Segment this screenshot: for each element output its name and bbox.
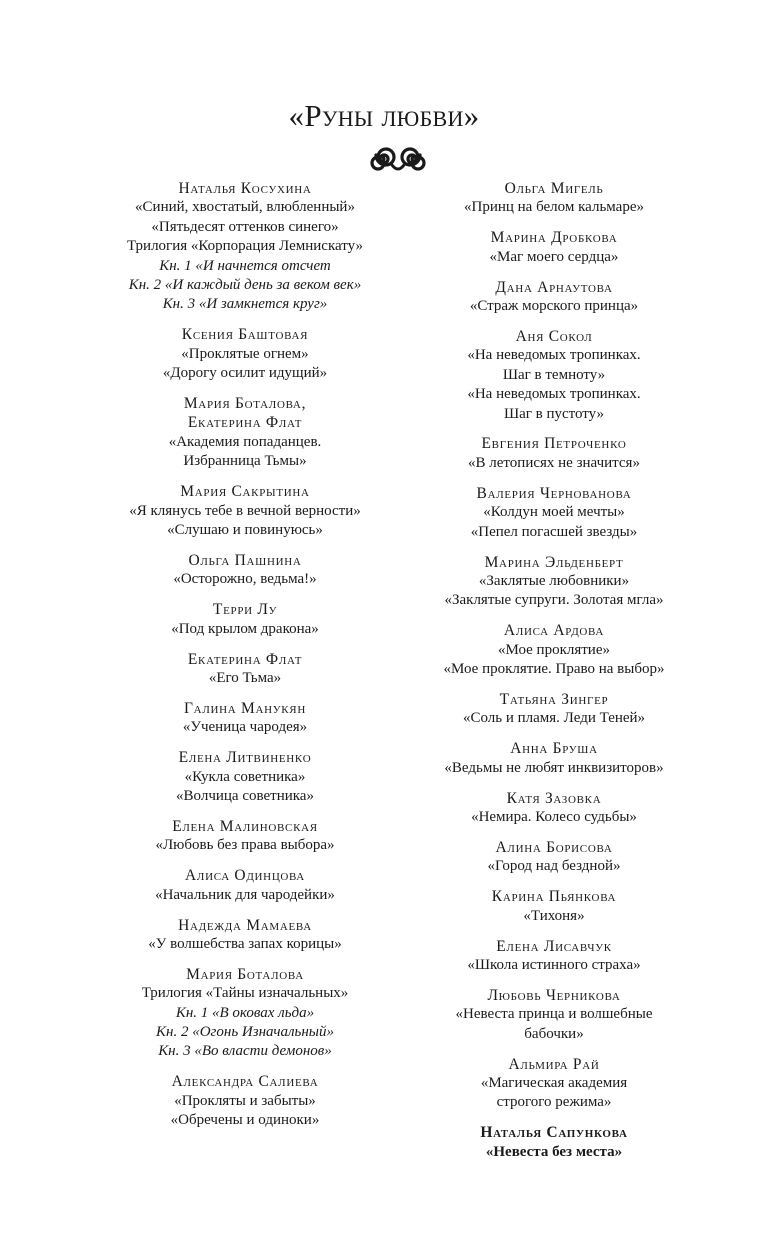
author-name: Альмира Рай bbox=[508, 1055, 600, 1073]
book-title: «Пепел погасшей звезды» bbox=[470, 523, 638, 540]
book-entry bbox=[418, 327, 690, 424]
book-title: «Школа истинного страха» bbox=[467, 956, 641, 973]
book-title: «Академия попаданцев. bbox=[168, 433, 322, 450]
author-name: Терри Лу bbox=[212, 601, 278, 619]
book-subtitle: Кн. 1 «И начнется отсчет bbox=[159, 257, 331, 274]
book-title: «Страж морского принца» bbox=[469, 298, 639, 315]
book-entry bbox=[418, 739, 690, 778]
book-entry bbox=[418, 838, 690, 877]
book-title: «Ведьмы не любят инквизиторов» bbox=[444, 759, 664, 776]
book-title: «Невеста без места» bbox=[485, 1143, 623, 1160]
book-title: «Мое проклятие. Право на выбор» bbox=[443, 661, 665, 678]
author-name: Любовь Черникова bbox=[487, 986, 621, 1004]
author-name: Катя Зазовка bbox=[506, 789, 602, 807]
book-title: «Принц на белом кальмаре» bbox=[463, 199, 644, 216]
book-title: «У волшебства запах корицы» bbox=[148, 935, 342, 952]
author-name: Александра Салиева bbox=[171, 1073, 319, 1091]
book-title: «Прокляты и забыты» bbox=[174, 1092, 316, 1109]
book-entry bbox=[418, 1123, 690, 1162]
author-name: Алиса Ардова bbox=[503, 622, 605, 640]
book-title: «Заклятые любовники» bbox=[478, 572, 630, 589]
book-entry bbox=[90, 600, 400, 639]
book-title: «На неведомых тропинках. bbox=[467, 347, 641, 364]
book-title: «Соль и пламя. Леди Теней» bbox=[462, 710, 646, 727]
book-subtitle: Кн. 1 «В оковах льда» bbox=[175, 1004, 315, 1021]
author-name: Наталья Косухина bbox=[178, 180, 312, 197]
book-title: «Дорогу осилит идущий» bbox=[162, 365, 328, 382]
book-title: «Пятьдесят оттенков синего» bbox=[151, 218, 339, 235]
book-entry bbox=[90, 866, 400, 905]
book-entry bbox=[418, 789, 690, 828]
author-name: Ольга Мигель bbox=[504, 180, 604, 197]
author-name: Аня Сокол bbox=[515, 327, 593, 345]
book-title: Трилогия «Тайны изначальных» bbox=[141, 985, 349, 1002]
author-name: Мария Сакрытина bbox=[180, 483, 310, 501]
book-title: «Ученица чародея» bbox=[182, 719, 308, 736]
book-entry bbox=[90, 551, 400, 590]
author-name: Ольга Пашнина bbox=[188, 551, 302, 569]
book-title: «Мое проклятие» bbox=[498, 641, 610, 658]
book-entry bbox=[418, 553, 690, 611]
book-title: «Немира. Колесо судьбы» bbox=[471, 808, 637, 825]
book-title: «Синий, хвостатый, влюбленный» bbox=[135, 199, 355, 216]
book-title: Шаг в темноту» bbox=[502, 366, 606, 383]
book-title: «Невеста принца и волшебные bbox=[455, 1006, 653, 1023]
book-title: «Я клянусь тебе в вечной верности» bbox=[129, 502, 361, 519]
book-entry bbox=[90, 325, 400, 383]
left-column bbox=[90, 179, 400, 1141]
right-column bbox=[418, 179, 690, 1173]
book-title: Шаг в пустоту» bbox=[503, 405, 605, 422]
book-title: «Проклятые огнем» bbox=[181, 345, 309, 362]
book-subtitle: Кн. 2 «Огонь Изначальный» bbox=[156, 1024, 334, 1041]
book-title: «Начальник для чародейки» bbox=[155, 886, 335, 903]
book-entry bbox=[418, 690, 690, 729]
book-title: «Магическая академия bbox=[480, 1074, 628, 1091]
book-entry bbox=[418, 179, 690, 218]
author-name: Наталья Сапункова bbox=[480, 1124, 628, 1142]
book-entry bbox=[90, 817, 400, 856]
author-name: Татьяна Зингер bbox=[499, 690, 609, 708]
book-title: Трилогия «Корпорация Лемнискату» bbox=[126, 238, 364, 255]
page-title: «Руны любви» bbox=[288, 98, 480, 133]
book-title: «В летописях не значится» bbox=[468, 454, 640, 471]
author-name: Надежда Мамаева bbox=[178, 916, 312, 934]
book-entry bbox=[90, 965, 400, 1062]
author-name: Валерия Чернованова bbox=[476, 484, 632, 502]
book-title: «Заклятые супруги. Золотая мгла» bbox=[444, 592, 664, 609]
book-title: «Под крылом дракона» bbox=[171, 620, 319, 637]
author-name: Мария Боталова, bbox=[183, 395, 307, 413]
author-name: Елена Лисавчук bbox=[496, 937, 612, 955]
book-title: «Волчица советника» bbox=[176, 787, 314, 804]
book-entry bbox=[90, 699, 400, 738]
book-subtitle: Кн. 3 «И замкнется круг» bbox=[162, 296, 328, 313]
book-title: «Осторожно, ведьма!» bbox=[173, 571, 317, 588]
author-name: Карина Пьянкова bbox=[491, 888, 617, 906]
author-name: Марина Эльденберт bbox=[484, 553, 624, 571]
book-title: «Город над бездной» bbox=[487, 858, 621, 875]
author-name: Екатерина Флат bbox=[187, 650, 303, 668]
book-title: «Его Тьма» bbox=[208, 669, 282, 686]
book-subtitle: Кн. 2 «И каждый день за веком век» bbox=[128, 277, 362, 294]
book-entry bbox=[90, 748, 400, 806]
author-name: Дана Арнаутова bbox=[495, 278, 613, 296]
author-name: Елена Малиновская bbox=[172, 817, 318, 835]
book-title: бабочки» bbox=[524, 1025, 584, 1042]
book-entry bbox=[418, 484, 690, 542]
book-entry bbox=[418, 434, 690, 473]
book-entry bbox=[418, 986, 690, 1044]
book-title: «Тихоня» bbox=[523, 907, 585, 924]
double-spiral-ornament-icon bbox=[366, 143, 430, 175]
author-name: Галина Манукян bbox=[184, 699, 306, 717]
book-title: «Маг моего сердца» bbox=[489, 248, 619, 265]
book-entry bbox=[90, 650, 400, 689]
author-name: Алина Борисова bbox=[495, 838, 613, 856]
book-title: «Слушаю и повинуюсь» bbox=[167, 522, 323, 538]
book-entry bbox=[90, 394, 400, 472]
book-entry bbox=[418, 937, 690, 976]
book-entry bbox=[90, 1072, 400, 1130]
author-name: Евгения Петроченко bbox=[481, 435, 627, 453]
book-entry bbox=[90, 179, 400, 315]
author-name: Елена Литвиненко bbox=[178, 749, 312, 767]
book-title: «На неведомых тропинках. bbox=[467, 386, 641, 403]
author-name: Марина Дробкова bbox=[490, 229, 618, 247]
book-title: строгого режима» bbox=[496, 1094, 612, 1111]
book-entry bbox=[418, 278, 690, 317]
book-entry bbox=[418, 228, 690, 267]
book-title: «Колдун моей мечты» bbox=[483, 504, 625, 521]
book-title: «Любовь без права выбора» bbox=[155, 837, 335, 854]
book-entry bbox=[418, 621, 690, 679]
book-title: «Кукла советника» bbox=[184, 768, 306, 785]
book-subtitle: Кн. 3 «Во власти демонов» bbox=[158, 1043, 332, 1060]
author-name: Мария Боталова bbox=[186, 965, 304, 983]
book-entry bbox=[418, 887, 690, 926]
author-name: Ксения Баштовая bbox=[181, 326, 309, 344]
author-name: Анна Бруша bbox=[510, 740, 598, 758]
book-entry bbox=[90, 482, 400, 540]
author-name: Екатерина Флат bbox=[187, 414, 303, 432]
book-title: Избранница Тьмы» bbox=[183, 453, 307, 470]
book-title: «Обречены и одиноки» bbox=[170, 1112, 320, 1129]
book-entry bbox=[418, 1055, 690, 1113]
author-name: Алиса Одинцова bbox=[185, 867, 305, 885]
book-entry bbox=[90, 916, 400, 955]
